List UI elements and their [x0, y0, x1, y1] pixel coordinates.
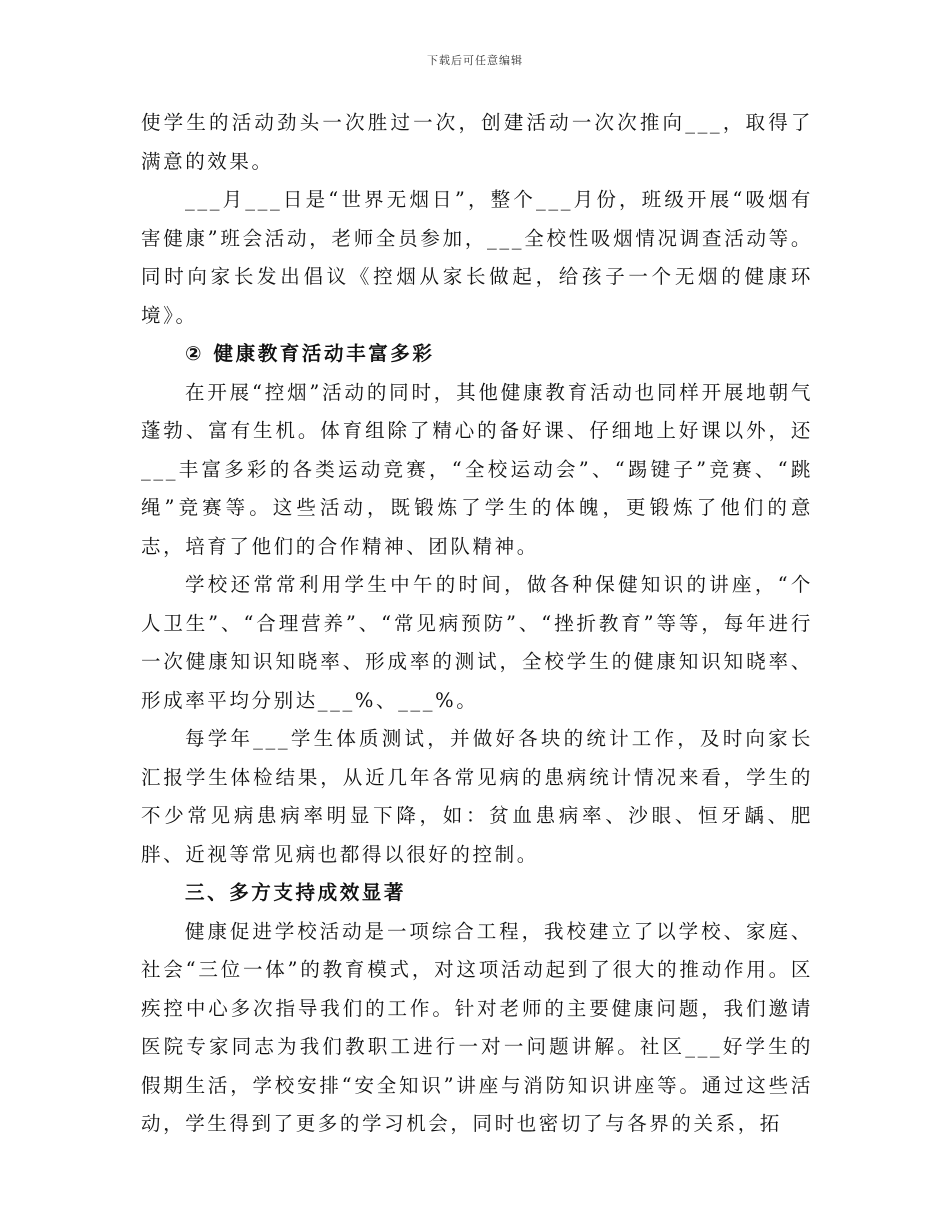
paragraph-no-smoking-day: ___月___日是“世界无烟日”，整个___月份，班级开展“吸烟有害健康”班会活动，老师全员参加，___全校性吸烟情况调查活动等。同时向家长发出倡议《控烟从家长做起，给孩子一个无烟的健康环境》。	[141, 188, 813, 327]
paragraph-sports-activities: 在开展“控烟”活动的同时，其他健康教育活动也同样开展地朝气蓬勃、富有生机。体育组除了精心的备好课、仔细地上好课以外，还___丰富多彩的各类运动竞赛，“全校运动会”、“踢键子”竞赛、“跳绳”竞赛等。这些活动，既锻炼了学生的体魄，更锻炼了他们的意志，培育了他们的合作精神、团队精神。	[141, 380, 813, 558]
paragraph-health-lectures: 学校还常常利用学生中午的时间，做各种保健知识的讲座，“个人卫生”、“合理营养”、“常见病预防”、“挫折教育”等等，每年进行一次健康知识知晓率、形成率的测试，全校学生的健康知识知晓率、形成率平均分别达___%、___%。	[141, 573, 813, 712]
document-body	[141, 104, 813, 1144]
section-heading-multi-support: 三、多方支持成效显著	[185, 881, 407, 904]
section-heading-health-education: ② 健康教育活动丰富多彩	[185, 342, 435, 365]
paragraph-activity-effect: 使学生的活动劲头一次胜过一次，创建活动一次次推向___，取得了满意的效果。	[141, 111, 813, 173]
paragraph-comprehensive-project: 健康促进学校活动是一项综合工程，我校建立了以学校、家庭、社会“三位一体”的教育模式，对这项活动起到了很大的推动作用。区疾控中心多次指导我们的工作。针对老师的主要健康问题，我们邀请医院专家同志为我们教职工进行一对一问题讲解。社区___好学生的假期生活，学校安排“安全知识”讲座与消防知识讲座等。通过这些活动，学生得到了更多的学习机会，同时也密切了与各界的关系，拓	[141, 919, 813, 1135]
paragraph-physical-testing: 每学年___学生体质测试，并做好各块的统计工作，及时向家长汇报学生体检结果，从近几年各常见病的患病统计情况来看，学生的不少常见病患病率明显下降，如：贫血患病率、沙眼、恒牙龋、肥胖、近视等常见病也都得以很好的控制。	[141, 727, 813, 866]
page-header-note: 下载后可任意编辑	[427, 54, 523, 67]
